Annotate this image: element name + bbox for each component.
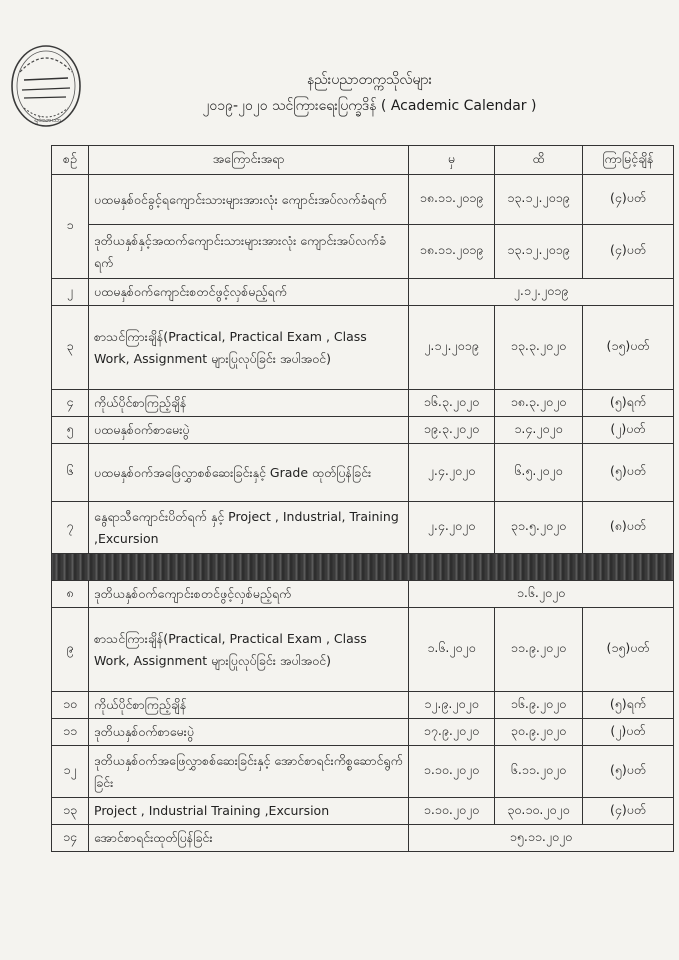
svg-text:ရှင်သာယာ: ရှင်သာယာ bbox=[34, 116, 62, 124]
row-to: ၁၃.၁၂.၂၀၁၉ bbox=[495, 225, 583, 279]
row-duration: (၄)ပတ် bbox=[583, 225, 674, 279]
row-from: ၁၂.၉.၂၀၂၀ bbox=[409, 692, 495, 719]
row-from: ၁၈.၁၁.၂၀၁၉ bbox=[409, 225, 495, 279]
row-description: ဒုတိယနှစ်နှင့်အထက်ကျောင်းသားများအားလုံး ကျောင်းအပ်လက်ခံရက် bbox=[89, 225, 409, 279]
table-row bbox=[52, 798, 674, 825]
table-row bbox=[52, 825, 674, 852]
row-from: ၁၇.၉.၂၀၂၀ bbox=[409, 719, 495, 746]
row-duration: (၂)ပတ် bbox=[583, 417, 674, 444]
row-description: စာသင်ကြားချိန်(Practical, Practical Exam , Class Work, Assignment များပြုလုပ်ခြင်း အပါအဝင်) bbox=[89, 306, 409, 390]
row-date: ၁၅.၁၁.၂၀၂၀ bbox=[409, 825, 674, 852]
row-description: ပထမနှစ်ဝက်အဖြေလွှာစစ်ဆေးခြင်းနှင့် Grade ထုတ်ပြန်ခြင်း bbox=[89, 444, 409, 502]
row-number: ၁၃ bbox=[52, 798, 89, 825]
row-from: ၁.၆.၂၀၂၀ bbox=[409, 608, 495, 692]
document-subtitle: ၂၀၁၉-၂၀၂၀ သင်ကြားရေးပြက္ခဒိန် ( Academic Calendar ) bbox=[202, 98, 537, 114]
table-row bbox=[52, 502, 674, 554]
row-number: ၂ bbox=[52, 279, 89, 306]
header-no: စဉ် bbox=[52, 146, 89, 175]
row-from: ၂.၄.၂၀၂၀ bbox=[409, 502, 495, 554]
table-row bbox=[52, 719, 674, 746]
row-description: ပထမနှစ်ဝက်စာမေးပွဲ bbox=[89, 417, 409, 444]
row-to: ၁၆.၉.၂၀၂၀ bbox=[495, 692, 583, 719]
row-description: ဒုတိယနှစ်ဝက်ကျောင်းစတင်ဖွင့်လှစ်မည့်ရက် bbox=[89, 581, 409, 608]
table-row bbox=[52, 279, 674, 306]
table-row bbox=[52, 581, 674, 608]
semester-separator-row bbox=[52, 554, 674, 581]
row-description: ဒုတိယနှစ်ဝက်အဖြေလွှာစစ်ဆေးခြင်းနှင့် အောင်စာရင်းကိစ္စဆောင်ရွက်ခြင်း bbox=[89, 746, 409, 798]
separator-shaded-band bbox=[52, 554, 674, 581]
row-number: ၁၀ bbox=[52, 692, 89, 719]
row-to: ၃၀.၉.၂၀၂၀ bbox=[495, 719, 583, 746]
row-to: ၃၁.၅.၂၀၂၀ bbox=[495, 502, 583, 554]
row-number: ၁ bbox=[52, 175, 89, 279]
table-row bbox=[52, 692, 674, 719]
row-from: ၁၈.၁၁.၂၀၁၉ bbox=[409, 175, 495, 225]
row-description: နွေရာသီကျောင်းပိတ်ရက် နှင့် Project , Industrial, Training ,Excursion bbox=[89, 502, 409, 554]
row-description: ပထမနှစ်ဝက်ကျောင်းစတင်ဖွင့်လှစ်မည့်ရက် bbox=[89, 279, 409, 306]
row-number: ၉ bbox=[52, 608, 89, 692]
row-number: ၆ bbox=[52, 444, 89, 502]
table-header-row bbox=[52, 146, 674, 175]
row-from: ၂.၁၂.၂၀၁၉ bbox=[409, 306, 495, 390]
table-row bbox=[52, 746, 674, 798]
row-from: ၁.၁၀.၂၀၂၀ bbox=[409, 798, 495, 825]
row-duration: (၂)ပတ် bbox=[583, 719, 674, 746]
header-from: မှ bbox=[409, 146, 495, 175]
row-duration: (၈)ပတ် bbox=[583, 502, 674, 554]
header-to: ထိ bbox=[495, 146, 583, 175]
row-duration: (၅)ပတ် bbox=[583, 444, 674, 502]
table-row bbox=[52, 390, 674, 417]
row-date: ၁.၆.၂၀၂၀ bbox=[409, 581, 674, 608]
table-row bbox=[52, 175, 674, 225]
row-description: Project , Industrial Training ,Excursion bbox=[89, 798, 409, 825]
academic-calendar-table bbox=[51, 145, 674, 852]
row-description: ကိုယ်ပိုင်စာကြည့်ချိန် bbox=[89, 390, 409, 417]
row-description: ပထမနှစ်ဝင်ခွင့်ရကျောင်းသားများအားလုံး ကျောင်းအပ်လက်ခံရက် bbox=[89, 175, 409, 225]
table-row bbox=[52, 225, 674, 279]
header-description: အကြောင်းအရာ bbox=[89, 146, 409, 175]
header-duration: ကြာမြင့်ချိန် bbox=[583, 146, 674, 175]
row-number: ၇ bbox=[52, 502, 89, 554]
row-description: စာသင်ကြားချိန်(Practical, Practical Exam , Class Work, Assignment များပြုလုပ်ခြင်း အပါအဝင်) bbox=[89, 608, 409, 692]
row-to: ၁၃.၃.၂၀၂၀ bbox=[495, 306, 583, 390]
table-row bbox=[52, 417, 674, 444]
row-from: ၁၆.၃.၂၀၂၀ bbox=[409, 390, 495, 417]
row-number: ၃ bbox=[52, 306, 89, 390]
row-to: ၁၁.၉.၂၀၂၀ bbox=[495, 608, 583, 692]
row-description: အောင်စာရင်းထုတ်ပြန်ခြင်း bbox=[89, 825, 409, 852]
row-date: ၂.၁၂.၂၀၁၉ bbox=[409, 279, 674, 306]
row-duration: (၁၅)ပတ် bbox=[583, 608, 674, 692]
row-number: ၁၄ bbox=[52, 825, 89, 852]
row-description: ကိုယ်ပိုင်စာကြည့်ချိန် bbox=[89, 692, 409, 719]
row-duration: (၄)ပတ် bbox=[583, 798, 674, 825]
row-to: ၁၃.၁၂.၂၀၁၉ bbox=[495, 175, 583, 225]
row-number: ၄ bbox=[52, 390, 89, 417]
row-from: ၁.၁၀.၂၀၂၀ bbox=[409, 746, 495, 798]
row-number: ၁၂ bbox=[52, 746, 89, 798]
row-from: ၂.၄.၂၀၂၀ bbox=[409, 444, 495, 502]
document-title: နည်းပညာတက္ကသိုလ်များ bbox=[306, 72, 433, 88]
row-number: ၅ bbox=[52, 417, 89, 444]
row-duration: (၅)ရက် bbox=[583, 692, 674, 719]
row-duration: (၁၅)ပတ် bbox=[583, 306, 674, 390]
row-to: ၁.၄.၂၀၂၀ bbox=[495, 417, 583, 444]
row-number: ၁၁ bbox=[52, 719, 89, 746]
row-duration: (၅)ပတ် bbox=[583, 746, 674, 798]
row-to: ၃၀.၁၀.၂၀၂၀ bbox=[495, 798, 583, 825]
row-number: ၈ bbox=[52, 581, 89, 608]
table-row bbox=[52, 608, 674, 692]
row-to: ၆.၅.၂၀၂၀ bbox=[495, 444, 583, 502]
row-from: ၁၉.၃.၂၀၂၀ bbox=[409, 417, 495, 444]
row-description: ဒုတိယနှစ်ဝက်စာမေးပွဲ bbox=[89, 719, 409, 746]
row-duration: (၅)ရက် bbox=[583, 390, 674, 417]
row-duration: (၄)ပတ် bbox=[583, 175, 674, 225]
row-to: ၆.၁၁.၂၀၂၀ bbox=[495, 746, 583, 798]
table-row bbox=[52, 306, 674, 390]
row-to: ၁၈.၃.၂၀၂၀ bbox=[495, 390, 583, 417]
table-row bbox=[52, 444, 674, 502]
